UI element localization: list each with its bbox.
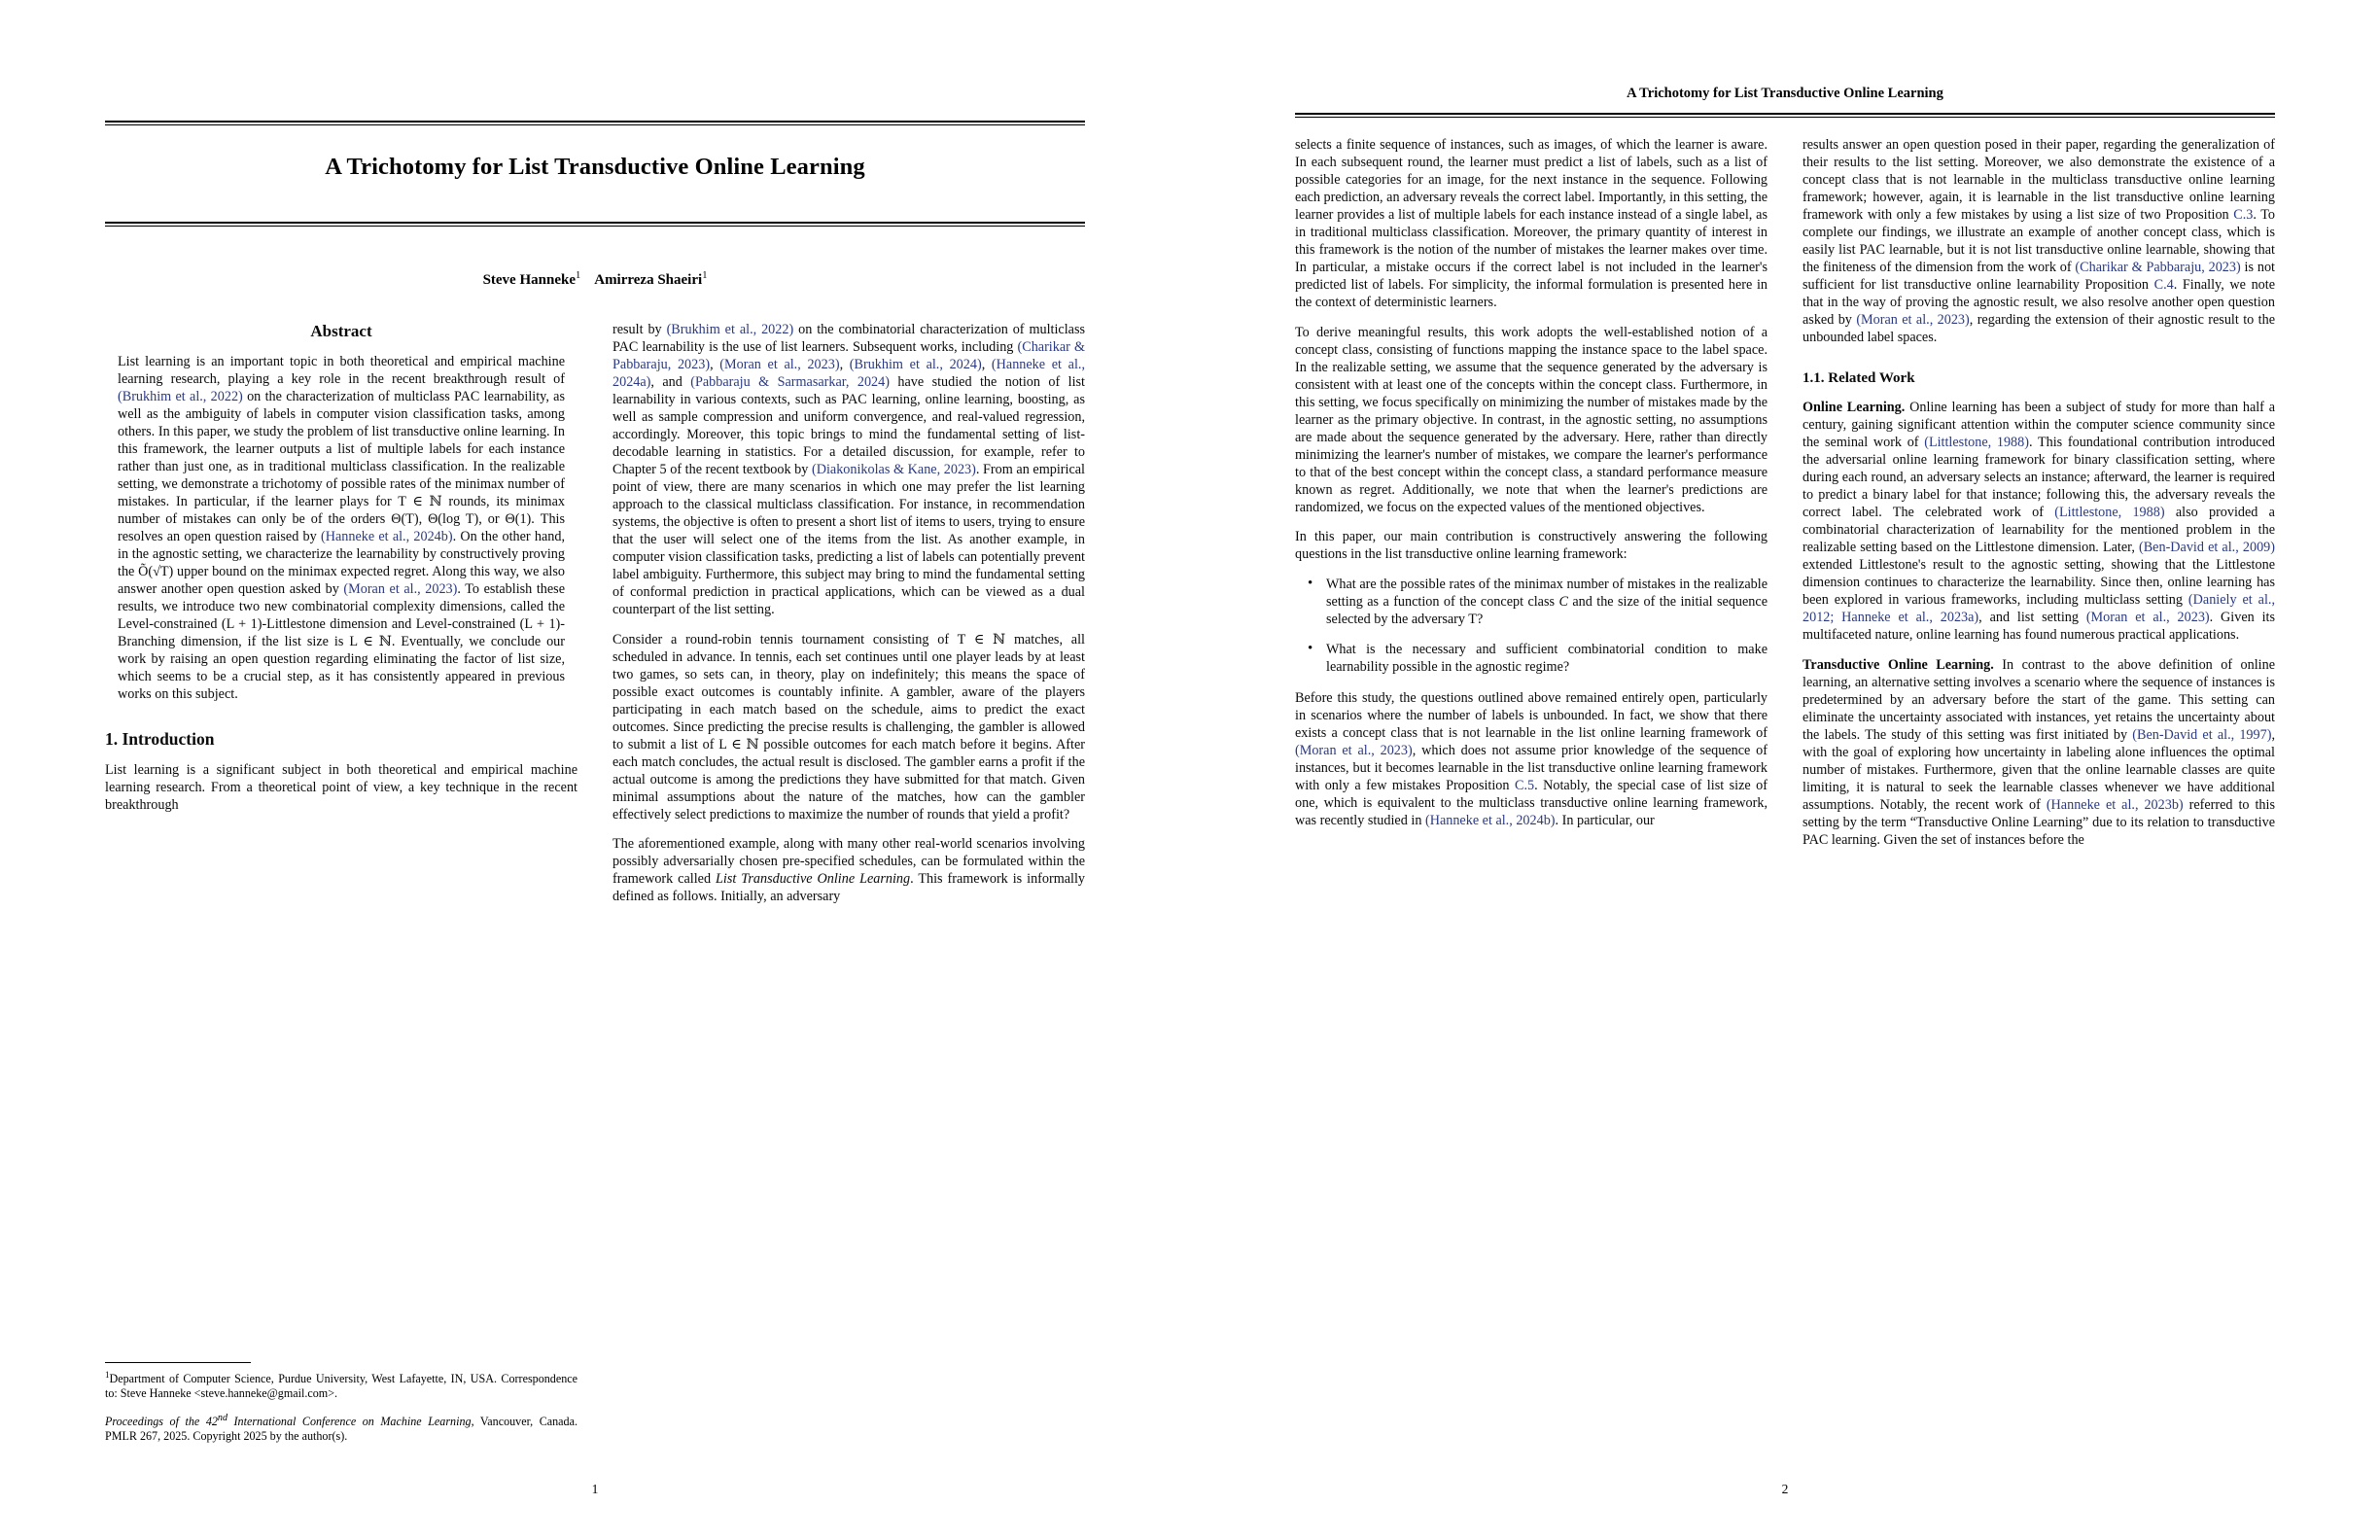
contribution-questions-list — [1295, 576, 1768, 676]
footnote-block — [105, 1362, 578, 1454]
p1c2-paragraph-3 — [612, 835, 1085, 905]
running-header: A Trichotomy for List Transductive Online Learning — [1627, 86, 1943, 101]
author-affiliation-mark-1: 1 — [575, 270, 581, 281]
citation-moran-2023[interactable]: (Moran et al., 2023) — [2085, 610, 2210, 626]
abstract-text-1: List learning is an important topic in both theoretical and empirical machine learning research, playing a key role in the recent breakthrough result of — [118, 353, 565, 387]
page-2-column-1 — [1295, 136, 1768, 1452]
reference-proposition-c3[interactable]: C.3 — [2233, 207, 2254, 223]
text-run: extended Littlestone's result to the agnostic setting, showing that the Littlestone dimension continues to characterize the learnability. Since then, online learning has been explored in various frameworks, including multiclass setting — [1802, 557, 2275, 609]
text-run: . This foundational contribution introduced the adversarial online learning framework for binary classification setting, where during each round, an adversary selects an instance; afterward, the learner is required to predict a binary label for that instance; following this, the adversary reveals the correct label. The celebrated work of — [1802, 435, 2275, 521]
section-heading-introduction: 1. Introduction — [105, 728, 215, 749]
footnote-affiliation — [105, 1370, 578, 1401]
text-run: . Finally, we note that in the way of proving the agnostic result, we also resolve another open question asked by — [1802, 277, 2276, 328]
page-2 — [1190, 0, 2380, 1540]
citation-daniely-hanneke[interactable]: (Daniely et al., 2012; Hanneke et al., 2023a) — [1802, 592, 2275, 626]
citation-charikar-pabbaraju-2023[interactable]: (Charikar & Pabbaraju, 2023) — [2075, 260, 2241, 275]
text-run: have studied the notion of list learnability in various contexts, such as PAC learning, online learning, boosting, as well as sample compression and uniform convergence, and real-valued regression, accordingly. Moreover, this topic brings to mind the fundamental setting of list-decodable learning in statistics. For a detailed discussion, for example, refer to Chapter 5 of the recent textbook by — [612, 374, 1085, 477]
proceedings-ordinal-suffix: nd — [217, 1412, 228, 1423]
text-run: . This framework is informally defined as follows. Initially, an adversary — [612, 871, 1086, 904]
text-run: also provided a combinatorial characterization of learnability for the mentioned problem in the realizable setting based on the Littlestone dimension. Later, — [1802, 505, 2275, 556]
text-run: , which does not assume prior knowledge of the sequence of instances, but it becomes learnable in the list transductive online learning framework with only a few mistakes Proposition — [1295, 742, 1768, 793]
author-name-1: Steve Hanneke — [482, 272, 576, 288]
abstract-body — [105, 353, 578, 703]
proceedings-ordinal: 42 — [205, 1414, 218, 1428]
footnote-rule — [105, 1362, 251, 1363]
citation-brukhim-2022[interactable]: (Brukhim et al., 2022) — [666, 322, 794, 337]
text-run: , — [710, 357, 720, 372]
abstract-text-2: on the characterization of multiclass PAC learnability, as well as the ambiguity of labels in computer vision classification tasks, among others. In this paper, we study the problem of list transductive online learning. In this framework, the learner outputs a list of multiple labels for each instance rather than just one, as in traditional multiclass classification. In the realizable setting, we demonstrate a trichotomy of possible rates of the minimax number of mistakes. In particular, if the learner plays for T ∈ ℕ rounds, its minimax number of mistakes can only be of the orders Θ(T), Θ(log T), or Θ(1). This resolves an open question raised by — [118, 388, 566, 544]
citation-charikar-pabbaraju-2023[interactable]: (Charikar & Pabbaraju, 2023) — [612, 339, 1085, 372]
text-run: and the size of the initial sequence selected by the adversary T? — [1326, 593, 1768, 627]
masthead-rule-top — [105, 121, 1085, 125]
author-name-2: Amirreza Shaeiri — [594, 272, 703, 288]
page-title: A Trichotomy for List Transductive Online Learning — [325, 154, 865, 180]
concept-class-symbol: C — [1558, 593, 1568, 610]
section-heading-related-work: 1.1. Related Work — [1802, 370, 1915, 386]
text-run: , regarding the extension of their agnostic result to the unbounded label spaces. — [1802, 312, 2275, 345]
page-1-column-2 — [612, 321, 1085, 1452]
text-run: , — [839, 357, 850, 372]
page-number-2: 2 — [1781, 1482, 1789, 1496]
citation-littlestone-1988[interactable]: (Littlestone, 1988) — [2054, 505, 2165, 521]
text-run: , — [981, 357, 992, 372]
proceedings-text-a: Proceedings of the — [105, 1414, 206, 1428]
citation-brukhim-2022[interactable]: (Brukhim et al., 2022) — [118, 388, 243, 404]
page-1-columns — [105, 321, 1085, 1452]
page-2-column-2 — [1802, 136, 2275, 1452]
abstract-text-4: upper bound on the minimax expected regret. Along this way, we also answer another open question asked by — [118, 563, 565, 597]
running-header-rule — [1295, 113, 2275, 118]
footnote-affiliation-text: Department of Computer Science, Purdue University, West Lafayette, IN, USA. Correspondence to: Steve Hanneke <steve.hanneke@gmail.com>. — [105, 1372, 578, 1401]
text-run: , and list setting — [1978, 610, 2086, 626]
masthead-rule-bottom — [105, 222, 1085, 227]
text-run: is not sufficient for list transductive online learnability Proposition — [1802, 260, 2275, 293]
p1c2-paragraph-2: Consider a round-robin tennis tournament consisting of T ∈ ℕ matches, all scheduled in advance. In tennis, each set continues until one player leads by at least two games, so sets can, in theory, play on indefinitely; this means the space of possible exact outcomes is countably infinite. A gambler, aware of the players participating in each match based on the schedule, aims to predict the exact outcomes. Since predicting the precise results is challenging, the gambler is allowed to submit a list of L ∈ ℕ possible outcomes for each match before it begins. After each match concludes, the actual result is disclosed. The gambler earns a profit if the actual outcome is among the predictions they have submitted for that match. Given minimal assumptions about the nature of the matches, how can the gambler effectively select predictions to maximize the number of rounds that yield a profit? — [612, 631, 1085, 822]
p2c2-paragraph-1 — [1802, 136, 2275, 346]
author-affiliation-mark-2: 1 — [702, 270, 708, 281]
framework-name-italic: List Transductive Online Learning — [716, 871, 911, 887]
citation-moran-2023[interactable]: (Moran et al., 2023) — [1856, 312, 1970, 328]
bound-expression: Õ(√T) — [138, 563, 174, 579]
text-run: , and — [650, 374, 691, 390]
text-run: . From an empirical point of view, there are many scenarios in which one may prefer the list learning approach to the classical multiclass classification. For instance, in recommendation systems, the objective is often to present a short list of items to users, trying to ensure that the user will select one of the items from the list. As another example, in computer vision classification tasks, predicting a list of labels can potentially prevent label ambiguity. Furthermore, this subject may bring to mind the fundamental setting of conformal prediction in practical applications, which can be viewed as a dual counterpart of the list setting. — [612, 462, 1085, 617]
page-2-columns — [1295, 136, 2275, 1452]
text-run: Online learning has been a subject of study for more than half a century, gaining significant attention within the computer science community since the seminal work of — [1802, 400, 2275, 451]
text-run: . To complete our findings, we illustrate an example of another concept class, which is easily list PAC learnable, but it is not list transductive online learnable, showing that the finiteness of the dimension from the work of — [1802, 207, 2276, 275]
abstract-text-5: . To establish these results, we introduce two new combinatorial complexity dimensions, called the Level-constrained (L + 1)-Littlestone dimension and Level-constrained (L + 1)-Branching dimension, if the list size is L ∈ ℕ. Eventually, we conclude our work by raising an open question regarding eliminating the factor of list size, which seems to be a crucial step, as it has consistently appeared in previous works on this subject. — [118, 580, 565, 702]
page-1-column-1 — [105, 321, 578, 1452]
text-run: . Given its multifaceted nature, online learning has found numerous practical applications. — [1802, 610, 2275, 644]
citation-hanneke-2024b[interactable]: (Hanneke et al., 2024b) — [320, 528, 453, 544]
citation-pabbaraju-sarmasarkar-2024[interactable]: (Pabbaraju & Sarmasarkar, 2024) — [690, 374, 890, 390]
citation-hanneke-2023b[interactable]: (Hanneke et al., 2023b) — [2046, 796, 2184, 813]
citation-moran-2023[interactable]: (Moran et al., 2023) — [719, 357, 840, 372]
text-run: , with the goal of exploring how uncertainty in labeling alone influences the optimal number of mistakes. Furthermore, given that the online learnable classes are quite limiting, it is natural to seek the learnable classes whenever we have additional assumptions. Notably, the recent work of — [1802, 726, 2275, 813]
p2c1-paragraph-2: To derive meaningful results, this work adopts the well-established notion of a concept class, consisting of functions mapping the instance space to the label space. In the realizable setting, we assume that the sequence generated by the adversary is consistent with at least one of the concepts within the concept class. Furthermore, in this setting, we focus specifically on minimizing the number of mistakes made by the learner as the primary objective. In contrast, in the agnostic setting, no assumptions are made about the sequence generated by the adversary. Here, rather than directly minimizing the learner's number of mistakes, we compare the learner's performance to that of the best concept within the concept class, a standard performance measure known as regret. Additionally, we note that when the learner's predictions are randomized, we focus on the expected values of the mentioned objectives. — [1295, 324, 1768, 515]
text-run: result by — [612, 322, 667, 337]
citation-moran-2023[interactable]: (Moran et al., 2023) — [1295, 742, 1413, 758]
text-run: In contrast to the above definition of online learning, an alternative setting involves a scenario where the sequence of instances is predetermined by an adversary before the start of the game. This setting can eliminate the uncertainty associated with instances, yet retains the uncertainty about the labels. The study of this setting was first initiated by — [1802, 656, 2276, 743]
citation-ben-david-2009[interactable]: (Ben-David et al., 2009) — [2138, 540, 2275, 556]
citation-hanneke-2024b[interactable]: (Hanneke et al., 2024b) — [1424, 812, 1556, 828]
list-item: • What is the necessary and sufficient combinatorial condition to make learnability possible in the agnostic regime? — [1324, 641, 1768, 676]
text-run: on the combinatorial characterization of multiclass PAC learnability is the use of list learners. Subsequent works, including — [612, 322, 1085, 355]
author-list — [105, 270, 1085, 289]
runin-heading-online-learning: Online Learning. — [1802, 400, 1906, 416]
list-item — [1324, 576, 1768, 628]
intro-paragraph-1: List learning is a significant subject in both theoretical and empirical machine learning research. From a theoretical point of view, a key technique in the recent breakthrough — [105, 761, 578, 813]
p2c2-paragraph-online-learning — [1802, 399, 2275, 644]
proceedings-text-rest: , Vancouver, Canada. PMLR 267, 2025. Copyright 2025 by the author(s). — [105, 1414, 578, 1443]
p2c1-paragraph-3: In this paper, our main contribution is constructively answering the following questions in the list transductive online learning framework: — [1295, 529, 1768, 562]
abstract-heading: Abstract — [310, 322, 372, 340]
text-run: Before this study, the questions outlined above remained entirely open, particularly in scenarios where the number of labels is unbounded. In fact, we show that there exists a concept class that is not learnable in the list online learning framework of — [1295, 689, 1768, 741]
p2c2-paragraph-transductive — [1802, 656, 2275, 849]
text-run: . Notably, the special case of list size of one, which is equivalent to the multiclass transductive online learning framework, was recently studied in — [1295, 777, 1768, 828]
citation-hanneke-2024a[interactable]: (Hanneke et al., 2024a) — [612, 357, 1085, 390]
text-run: What are the possible rates of the minimax number of mistakes in the realizable setting as a function of the concept class — [1326, 576, 1768, 610]
p2c1-paragraph-1: selects a finite sequence of instances, such as images, of which the learner is aware. In each subsequent round, the learner must predict a list of labels, such as a list of possible categories for an image, for the next instance in the sequence. Following each prediction, an adversary reveals the correct label. Importantly, in this setting, the learner provides a list of multiple labels for each instance instead of a single label, as in traditional multiclass classification. Moreover, the primary quantity of interest in this framework is the notion of the number of mistakes the learner makes over time. In particular, a mistake occurs if the correct label is not included in the learner's predicted list of labels. For simplicity, the informal formulation is presented here in the context of deterministic learners. — [1295, 137, 1768, 310]
p1c2-paragraph-1 — [612, 321, 1085, 618]
footnote-proceedings — [105, 1413, 578, 1444]
citation-diakonikolas-kane-2023[interactable]: (Diakonikolas & Kane, 2023) — [812, 462, 976, 477]
citation-moran-2023[interactable]: (Moran et al., 2023) — [343, 580, 458, 597]
citation-ben-david-1997[interactable]: (Ben-David et al., 1997) — [2132, 726, 2272, 743]
reference-proposition-c5[interactable]: C.5 — [1514, 777, 1535, 793]
text-run: results answer an open question posed in their paper, regarding the generalization of their results to the list setting. Moreover, we also demonstrate the existence of a concept class that is not learnable in the multiclass transductive online learning framework; however, again, it is learnable in the list transductive online learning framework with only a few mistakes by using a list size of two Proposition — [1802, 137, 2275, 223]
page-number-1: 1 — [591, 1482, 599, 1496]
proceedings-text-b: International Conference on Machine Learning — [227, 1414, 472, 1428]
citation-brukhim-2024[interactable]: (Brukhim et al., 2024) — [849, 357, 982, 372]
text-run: referred to this setting by the term “Transductive Online Learning” due to its relation to transductive PAC learning. Given the set of instances before the — [1802, 796, 2275, 848]
text-run: The aforementioned example, along with many other real-world scenarios involving possibly adversarially chosen pre-specified schedules, can be formulated within the framework called — [612, 836, 1085, 887]
footnote-mark: 1 — [105, 1370, 110, 1381]
runin-heading-transductive-online-learning: Transductive Online Learning. — [1802, 656, 1994, 673]
p2c1-paragraph-4 — [1295, 689, 1768, 829]
reference-proposition-c4[interactable]: C.4 — [2153, 277, 2174, 293]
abstract-text-3: . On the other hand, in the agnostic setting, we characterize the learnability by constructively proving the — [118, 528, 565, 579]
citation-littlestone-1988[interactable]: (Littlestone, 1988) — [1924, 435, 2029, 451]
text-run: . In particular, our — [1555, 812, 1655, 828]
